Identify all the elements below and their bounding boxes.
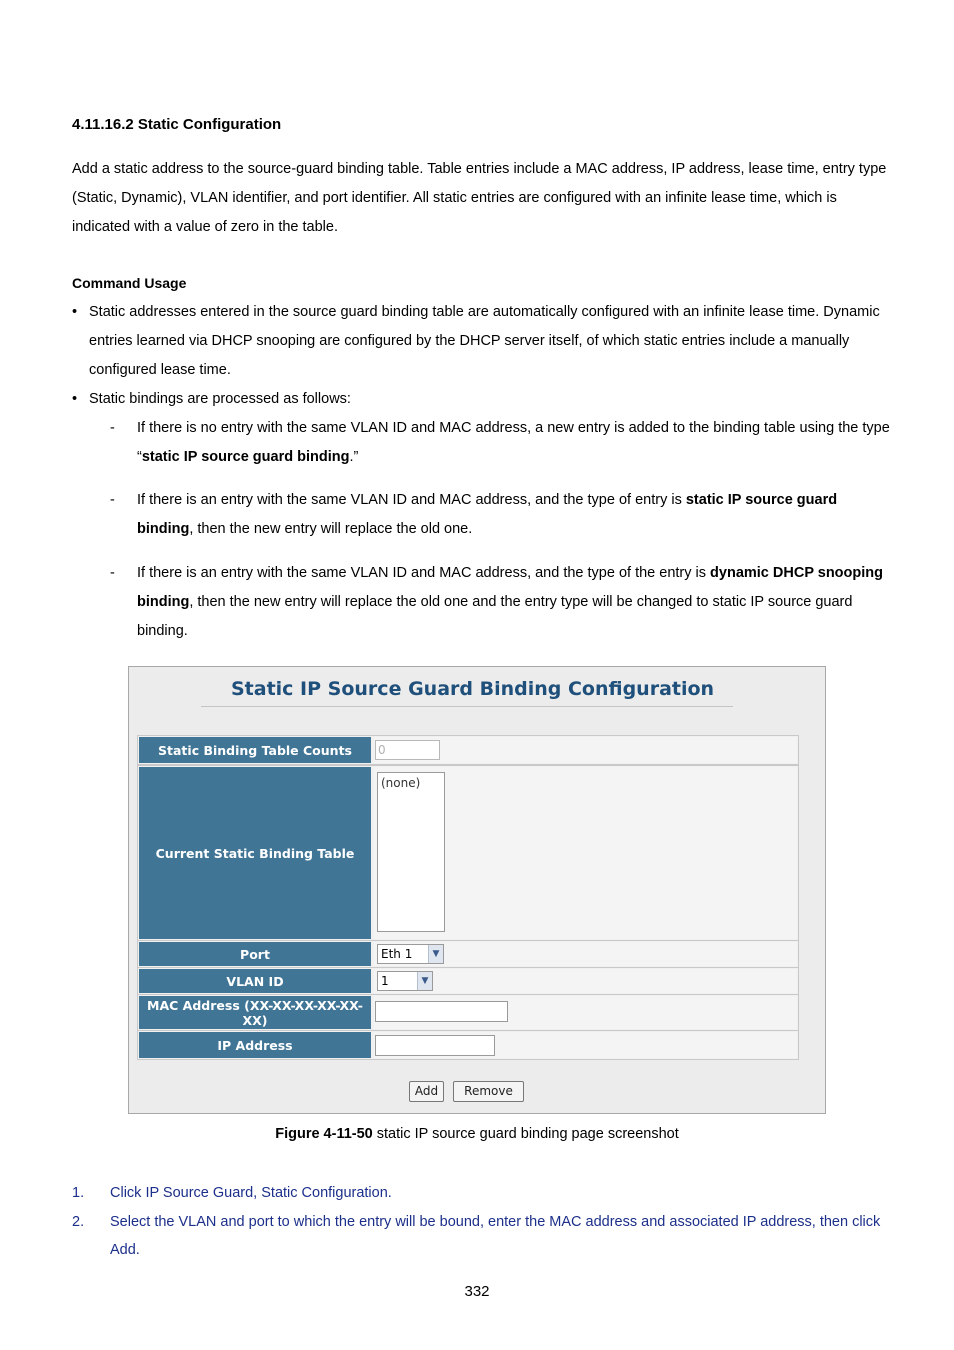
- section-heading: 4.11.16.2 Static Configuration: [72, 116, 282, 133]
- bullet-marker: •: [72, 391, 78, 407]
- step-text: Select the VLAN and port to which the entry will be bound, enter the MAC address and associated IP address, then click Add.: [110, 1213, 881, 1258]
- ip-row: [137, 1030, 799, 1060]
- binding-table-listbox[interactable]: [377, 772, 445, 932]
- sub-item-text: [110, 559, 890, 646]
- remove-button[interactable]: Remove: [453, 1081, 524, 1102]
- vlan-selected-value: 1: [381, 974, 389, 988]
- current-table-row: [137, 765, 799, 941]
- step-text: Click IP Source Guard, Static Configuration.: [110, 1185, 392, 1201]
- title-divider: [201, 706, 733, 707]
- dash-marker: -: [110, 420, 115, 436]
- step-number: 2.: [72, 1213, 85, 1230]
- counts-field[interactable]: 0: [375, 740, 440, 760]
- current-table-label: Current Static Binding Table: [139, 767, 371, 939]
- ip-label: IP Address: [139, 1032, 371, 1058]
- figure-caption-text: static IP source guard binding page screenshot: [372, 1126, 679, 1142]
- sub-item: [110, 559, 890, 646]
- list-item: [72, 1179, 890, 1208]
- bullet-text: Static addresses entered in the source guard binding table are automatically configured with an infinite lease time. Dynamic entries learned via DHCP snooping are configured by the DHCP server itself, of which static entries include a manually configured lease time.: [89, 304, 880, 378]
- current-table-cell: [374, 767, 797, 939]
- counts-row: [137, 735, 799, 765]
- text-run: .”: [349, 449, 359, 465]
- chevron-down-icon[interactable]: ▼: [417, 972, 432, 990]
- vlan-cell: [374, 969, 797, 993]
- mac-label: MAC Address (XX-XX-XX-XX-XX-XX): [139, 996, 371, 1029]
- figure-caption: [0, 1126, 954, 1142]
- port-selected-value: Eth 1: [381, 947, 413, 961]
- counts-cell: [374, 737, 797, 763]
- list-item: [72, 298, 890, 385]
- chevron-down-icon[interactable]: ▼: [428, 945, 443, 963]
- vlan-row: [137, 967, 799, 995]
- mac-row: [137, 994, 799, 1031]
- vlan-label: VLAN ID: [139, 969, 371, 993]
- counts-label: Static Binding Table Counts: [139, 737, 371, 763]
- add-button[interactable]: Add: [409, 1081, 444, 1102]
- bullet-marker: •: [72, 304, 78, 320]
- dash-marker: -: [110, 565, 115, 581]
- dash-marker: -: [110, 492, 115, 508]
- port-label: Port: [139, 942, 371, 966]
- text-run: , then the new entry will replace the old one.: [189, 521, 473, 537]
- bold-term: dynamic DHCP snooping binding: [137, 565, 883, 610]
- intro-paragraph: Add a static address to the source-guard binding table. Table entries include a MAC address, IP address, lease time, entry type (Static, Dynamic), VLAN identifier, and port identifier. All static entries are configured with an infinite lease time, which is indicated with a value of zero in the table.: [72, 161, 887, 235]
- bold-term: static IP source guard binding: [137, 492, 838, 537]
- screenshot-figure: [128, 666, 826, 1114]
- sub-item: [110, 486, 890, 544]
- port-row: [137, 940, 799, 968]
- figure-number: Figure 4-11-50: [275, 1126, 373, 1142]
- step-number: 1.: [72, 1185, 85, 1201]
- port-select[interactable]: [377, 944, 444, 964]
- ip-cell: [374, 1032, 797, 1058]
- mac-address-input[interactable]: [375, 1001, 508, 1022]
- listbox-item[interactable]: (none): [381, 776, 421, 790]
- command-usage-heading: Command Usage: [72, 275, 187, 291]
- page-number: 332: [464, 1283, 490, 1300]
- mac-cell: [374, 996, 797, 1029]
- vlan-select[interactable]: [377, 971, 433, 991]
- sub-item-text: [110, 486, 890, 544]
- text-run: If there is an entry with the same VLAN ID and MAC address, and the type of entry is: [137, 492, 686, 508]
- list-item: [72, 385, 890, 414]
- sub-item: [110, 414, 890, 472]
- ip-address-input[interactable]: [375, 1035, 495, 1056]
- port-cell: [374, 942, 797, 966]
- command-usage-list: [72, 298, 890, 414]
- form-title: Static IP Source Guard Binding Configuration: [231, 678, 715, 700]
- sub-item-text: [110, 414, 890, 472]
- text-run: If there is an entry with the same VLAN ID and MAC address, and the type of the entry is: [137, 565, 711, 581]
- steps-list: [72, 1179, 890, 1265]
- list-item: [72, 1208, 890, 1265]
- text-run: If there is no entry with the same VLAN ID and MAC address, a new entry is added to the binding table using the type “: [137, 420, 890, 465]
- bold-term: static IP source guard binding: [141, 449, 350, 465]
- text-run: , then the new entry will replace the old one and the entry type will be changed to static IP source guard binding.: [137, 594, 853, 639]
- bullet-text: Static bindings are processed as follows:: [89, 391, 351, 407]
